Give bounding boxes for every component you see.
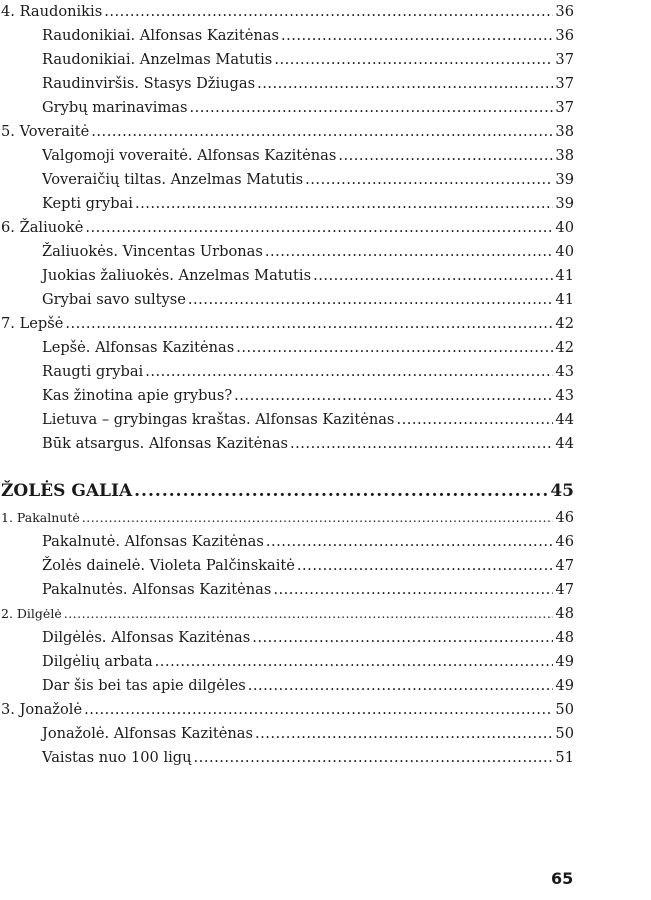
toc-entry-page-number: 46 xyxy=(555,509,574,526)
toc-entry[interactable] xyxy=(1,408,574,432)
toc-entry-page-number: 37 xyxy=(555,75,574,92)
dot-leader xyxy=(65,312,553,336)
toc-entry-title: 3. Jonažolė xyxy=(1,701,83,718)
toc-entry-title: 4. Raudonikis xyxy=(1,3,103,20)
toc-entry-title: Būk atsargus. Alfonsas Kazitėnas xyxy=(42,435,289,452)
dot-leader xyxy=(234,384,553,408)
dot-leader xyxy=(91,120,553,144)
toc-entry-page-number: 40 xyxy=(555,219,574,236)
toc-entry[interactable] xyxy=(1,746,574,770)
dot-leader xyxy=(189,96,553,120)
toc-entry[interactable] xyxy=(1,722,574,746)
toc-entry-title: Dilgėlės. Alfonsas Kazitėnas xyxy=(42,629,251,646)
toc-entry-page-number: 38 xyxy=(555,147,574,164)
dot-leader xyxy=(85,216,553,240)
dot-leader xyxy=(281,24,553,48)
toc-entry[interactable] xyxy=(1,96,574,120)
toc-entry[interactable] xyxy=(1,674,574,698)
toc-entry[interactable] xyxy=(1,578,574,602)
dot-leader xyxy=(64,602,554,626)
toc-entry-title: Vaistas nuo 100 ligų xyxy=(42,749,192,766)
toc-entry-title: Grybai savo sultyse xyxy=(42,291,186,308)
toc-entry[interactable] xyxy=(1,48,574,72)
section-title: ŽOLĖS GALIA xyxy=(1,481,133,501)
dot-leader xyxy=(135,192,553,216)
toc-entry-page-number: 40 xyxy=(555,243,574,260)
toc-entry[interactable] xyxy=(1,626,574,650)
toc-entry[interactable] xyxy=(1,384,574,408)
toc-entry-page-number: 39 xyxy=(555,195,574,212)
toc-entry-page-number: 37 xyxy=(555,99,574,116)
toc-entry-page-number: 47 xyxy=(555,581,574,598)
toc-entry-title: 1. Pakalnutė xyxy=(1,510,80,525)
toc-entry-page-number: 44 xyxy=(555,435,574,452)
toc-chapter-entry[interactable] xyxy=(1,216,574,240)
toc-chapter-entry[interactable] xyxy=(1,312,574,336)
dot-leader xyxy=(84,698,553,722)
toc-entry-title: 6. Žaliuokė xyxy=(1,219,84,236)
dot-leader xyxy=(134,476,548,506)
toc-entry-title: Dar šis bei tas apie dilgėles xyxy=(42,677,246,694)
toc-entry-page-number: 39 xyxy=(555,171,574,188)
dot-leader xyxy=(155,650,554,674)
toc-entry-title: Raudonikiai. Alfonsas Kazitėnas xyxy=(42,27,279,44)
toc-entry-page-number: 47 xyxy=(555,557,574,574)
toc-section-heading[interactable] xyxy=(1,476,574,506)
toc-entry-title: Kepti grybai xyxy=(42,195,133,212)
toc-entry-title: Raugti grybai xyxy=(42,363,144,380)
toc-entry-page-number: 41 xyxy=(555,291,574,308)
toc-entry-title: Kas žinotina apie grybus? xyxy=(42,387,233,404)
toc-entry-page-number: 42 xyxy=(555,315,574,332)
toc-entry-page-number: 48 xyxy=(555,629,574,646)
toc-entry[interactable] xyxy=(1,144,574,168)
toc-entry-title: Lietuva – grybingas kraštas. Alfonsas Kazitėnas xyxy=(42,411,395,428)
toc-entry-title: 5. Voveraitė xyxy=(1,123,90,140)
toc-entry-page-number: 36 xyxy=(555,3,574,20)
toc-entry-page-number: 37 xyxy=(555,51,574,68)
toc-entry-page-number: 41 xyxy=(555,267,574,284)
toc-entry-title: Raudonikiai. Anzelmas Matutis xyxy=(42,51,273,68)
toc-entry-title: Raudinviršis. Stasys Džiugas xyxy=(42,75,256,92)
dot-leader xyxy=(396,408,553,432)
toc-entry-title: 7. Lepšė xyxy=(1,315,64,332)
toc-entry-page-number: 43 xyxy=(555,363,574,380)
toc-entry[interactable] xyxy=(1,650,574,674)
toc-entry-page-number: 51 xyxy=(555,749,574,766)
toc-entry-page-number: 46 xyxy=(555,533,574,550)
toc-group-mushrooms xyxy=(1,0,574,456)
table-of-contents xyxy=(1,0,574,770)
toc-entry-title: Valgomoji voveraitė. Alfonsas Kazitėnas xyxy=(42,147,337,164)
dot-leader xyxy=(252,626,553,650)
dot-leader xyxy=(248,674,554,698)
toc-entry-page-number: 49 xyxy=(555,653,574,670)
toc-chapter-entry[interactable] xyxy=(1,698,574,722)
dot-leader xyxy=(255,722,553,746)
toc-entry-page-number: 36 xyxy=(555,27,574,44)
toc-entry-title: Lepšė. Alfonsas Kazitėnas xyxy=(42,339,235,356)
dot-leader xyxy=(297,554,554,578)
dot-leader xyxy=(257,72,553,96)
toc-chapter-entry[interactable] xyxy=(1,0,574,24)
dot-leader xyxy=(313,264,553,288)
dot-leader xyxy=(82,506,554,530)
toc-entry[interactable] xyxy=(1,336,574,360)
dot-leader xyxy=(104,0,553,24)
toc-entry[interactable] xyxy=(1,168,574,192)
toc-entry-title: Grybų marinavimas xyxy=(42,99,188,116)
dot-leader xyxy=(290,432,553,456)
toc-entry[interactable] xyxy=(1,240,574,264)
dot-leader xyxy=(265,240,554,264)
section-spacer xyxy=(1,456,574,476)
dot-leader xyxy=(188,288,554,312)
toc-entry-page-number: 38 xyxy=(555,123,574,140)
toc-entry-title: Dilgėlių arbata xyxy=(42,653,153,670)
toc-entry[interactable] xyxy=(1,264,574,288)
toc-entry[interactable] xyxy=(1,554,574,578)
dot-leader xyxy=(338,144,553,168)
toc-chapter-entry[interactable] xyxy=(1,602,574,626)
dot-leader xyxy=(274,48,553,72)
toc-entry-page-number: 49 xyxy=(555,677,574,694)
toc-chapter-entry[interactable] xyxy=(1,120,574,144)
toc-chapter-entry[interactable] xyxy=(1,506,574,530)
section-page-number: 45 xyxy=(550,481,574,501)
toc-entry-title: Žaliuokės. Vincentas Urbonas xyxy=(42,243,263,260)
toc-entry[interactable] xyxy=(1,288,574,312)
toc-entry[interactable] xyxy=(1,432,574,456)
toc-entry[interactable] xyxy=(1,530,574,554)
toc-entry-title: Jonažolė. Alfonsas Kazitėnas xyxy=(42,725,253,742)
toc-entry[interactable] xyxy=(1,24,574,48)
page-number: 65 xyxy=(551,869,574,888)
dot-leader xyxy=(273,578,553,602)
toc-entry-title: Pakalnutė. Alfonsas Kazitėnas xyxy=(42,533,264,550)
toc-entry[interactable] xyxy=(1,360,574,384)
toc-entry[interactable] xyxy=(1,72,574,96)
toc-entry-page-number: 44 xyxy=(555,411,574,428)
toc-group-herbs xyxy=(1,506,574,770)
dot-leader xyxy=(236,336,553,360)
toc-entry-title: Juokias žaliuokės. Anzelmas Matutis xyxy=(42,267,312,284)
toc-entry-title: Pakalnutės. Alfonsas Kazitėnas xyxy=(42,581,272,598)
dot-leader xyxy=(145,360,553,384)
dot-leader xyxy=(194,746,554,770)
toc-entry-title: Žolės dainelė. Violeta Palčinskaitė xyxy=(42,557,295,574)
dot-leader xyxy=(305,168,553,192)
toc-entry-page-number: 50 xyxy=(555,701,574,718)
toc-entry-page-number: 42 xyxy=(555,339,574,356)
toc-entry-title: Voveraičių tiltas. Anzelmas Matutis xyxy=(42,171,304,188)
toc-entry[interactable] xyxy=(1,192,574,216)
toc-entry-page-number: 48 xyxy=(555,605,574,622)
toc-entry-title: 2. Dilgėlė xyxy=(1,606,62,621)
dot-leader xyxy=(266,530,554,554)
toc-entry-page-number: 43 xyxy=(555,387,574,404)
toc-entry-page-number: 50 xyxy=(555,725,574,742)
